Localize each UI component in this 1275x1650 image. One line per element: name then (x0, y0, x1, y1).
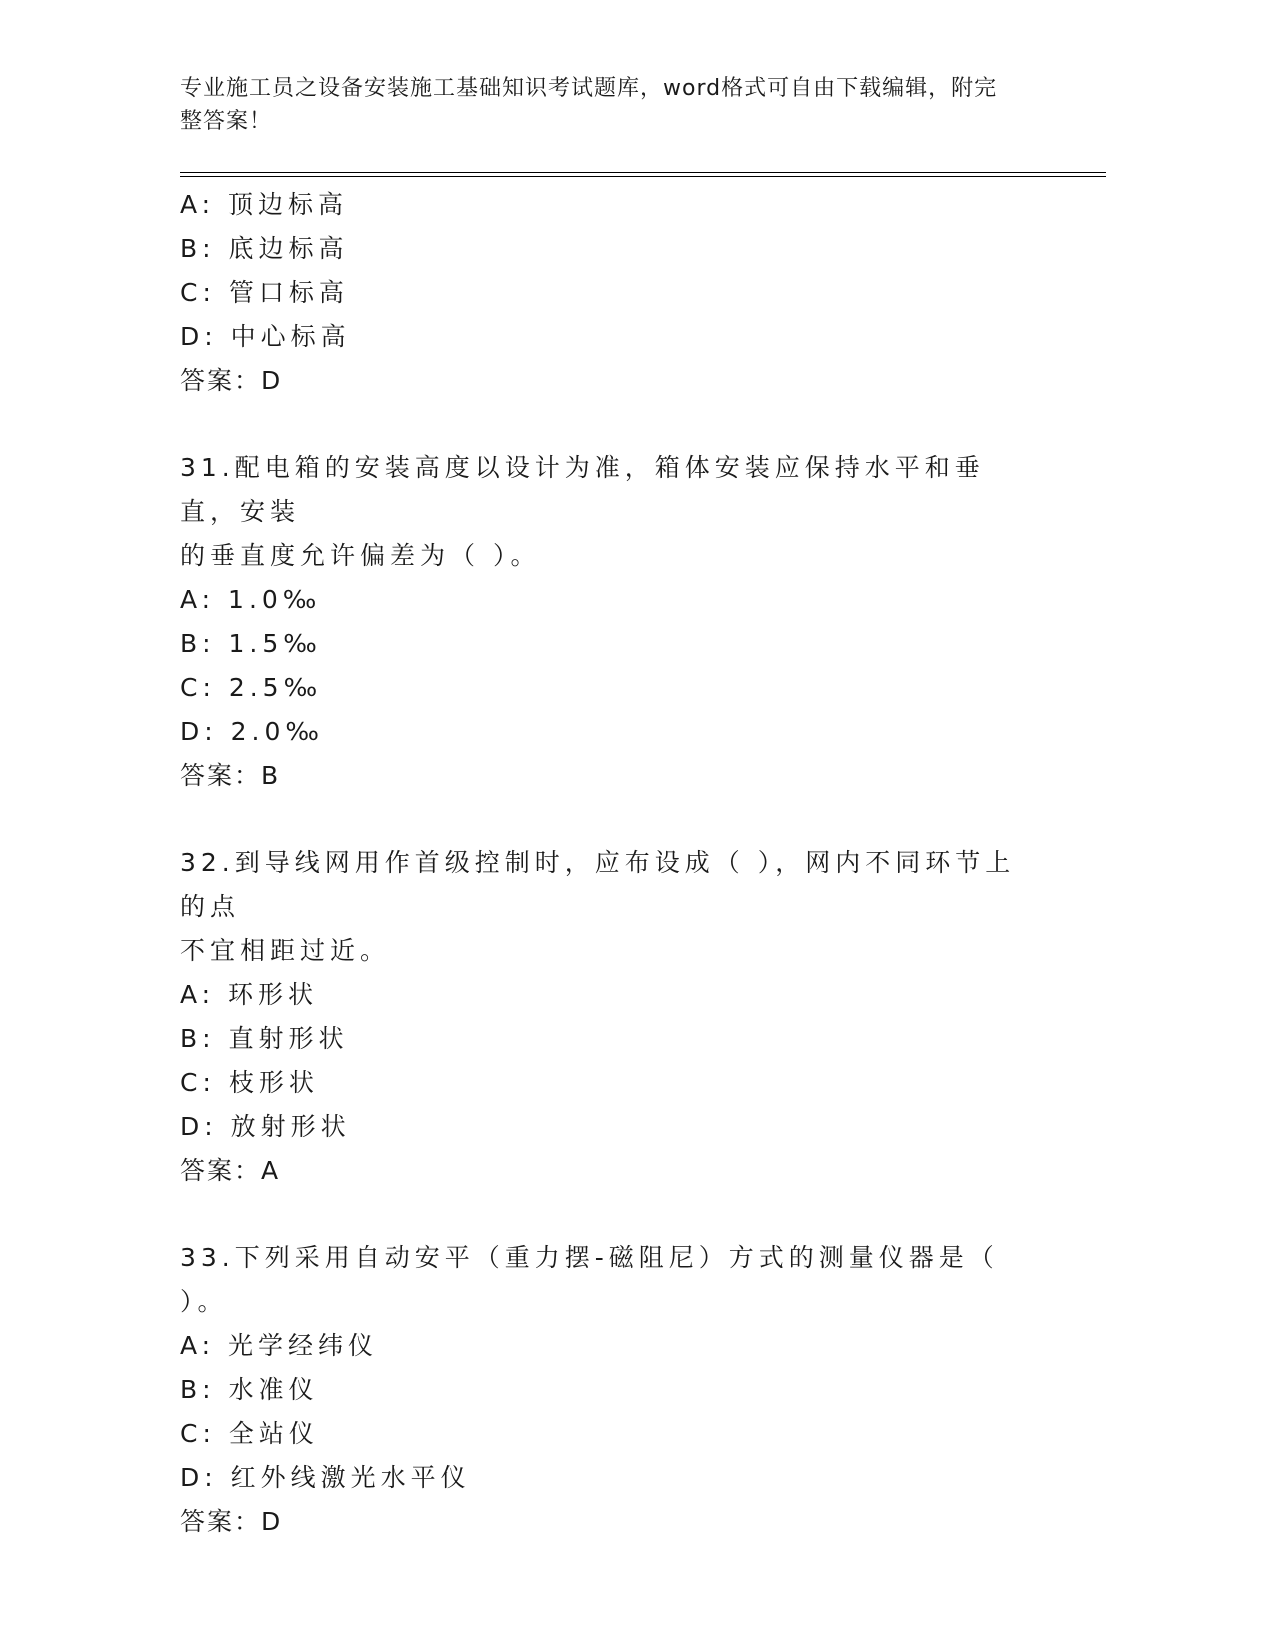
question-stem-line-1: 32.到导线网用作首级控制时，应布设成（ ），网内不同环节上的点 (180, 848, 1016, 921)
question-block-30 (180, 183, 1060, 403)
question-stem-line-1: 31.配电箱的安装高度以设计为准，箱体安装应保持水平和垂直，安装 (180, 453, 985, 526)
option-d: D: 放射形状 (180, 1112, 351, 1141)
option-b: B: 1.5‰ (180, 629, 322, 658)
option-c: C: 管口标高 (180, 278, 349, 307)
option-a: A: 光学经纬仪 (180, 1331, 379, 1360)
header-title-line-1: 专业施工员之设备安装施工基础知识考试题库，word格式可自由下载编辑，附完 (180, 76, 998, 101)
option-a: A: 顶边标高 (180, 190, 349, 219)
option-d: D: 中心标高 (180, 322, 351, 351)
option-b: B: 直射形状 (180, 1024, 349, 1053)
question-block-31 (180, 446, 1060, 798)
option-d: D: 红外线激光水平仪 (180, 1463, 471, 1492)
option-c: C: 枝形状 (180, 1068, 319, 1097)
option-c: C: 全站仪 (180, 1419, 319, 1448)
question-stem-line-2: 的垂直度允许偏差为（ ）。 (180, 541, 541, 570)
header-divider-top (180, 172, 1106, 173)
question-list (180, 183, 1060, 1544)
option-c: C: 2.5‰ (180, 673, 323, 702)
header-divider-bottom (180, 176, 1106, 177)
option-a: A: 环形状 (180, 980, 319, 1009)
question-block-33 (180, 1236, 1060, 1544)
option-a: A: 1.0‰ (180, 585, 322, 614)
answer-line: 答案：B (180, 761, 281, 790)
question-stem (180, 1236, 1040, 1324)
question-stem (180, 841, 1040, 973)
option-d: D: 2.0‰ (180, 717, 324, 746)
option-b: B: 底边标高 (180, 234, 349, 263)
header-title-line-2: 整答案！ (180, 109, 273, 134)
question-stem-line-1: 33.下列采用自动安平（重力摆-磁阻尼）方式的测量仪器是（ ）。 (180, 1243, 999, 1316)
answer-line: 答案：A (180, 1156, 281, 1185)
answer-line: 答案：D (180, 1507, 283, 1536)
option-b: B: 水准仪 (180, 1375, 319, 1404)
question-stem (180, 446, 1040, 578)
question-stem-line-2: 不宜相距过近。 (180, 936, 391, 965)
answer-line: 答案：D (180, 366, 283, 395)
document-header (180, 72, 1040, 138)
question-block-32 (180, 841, 1060, 1193)
